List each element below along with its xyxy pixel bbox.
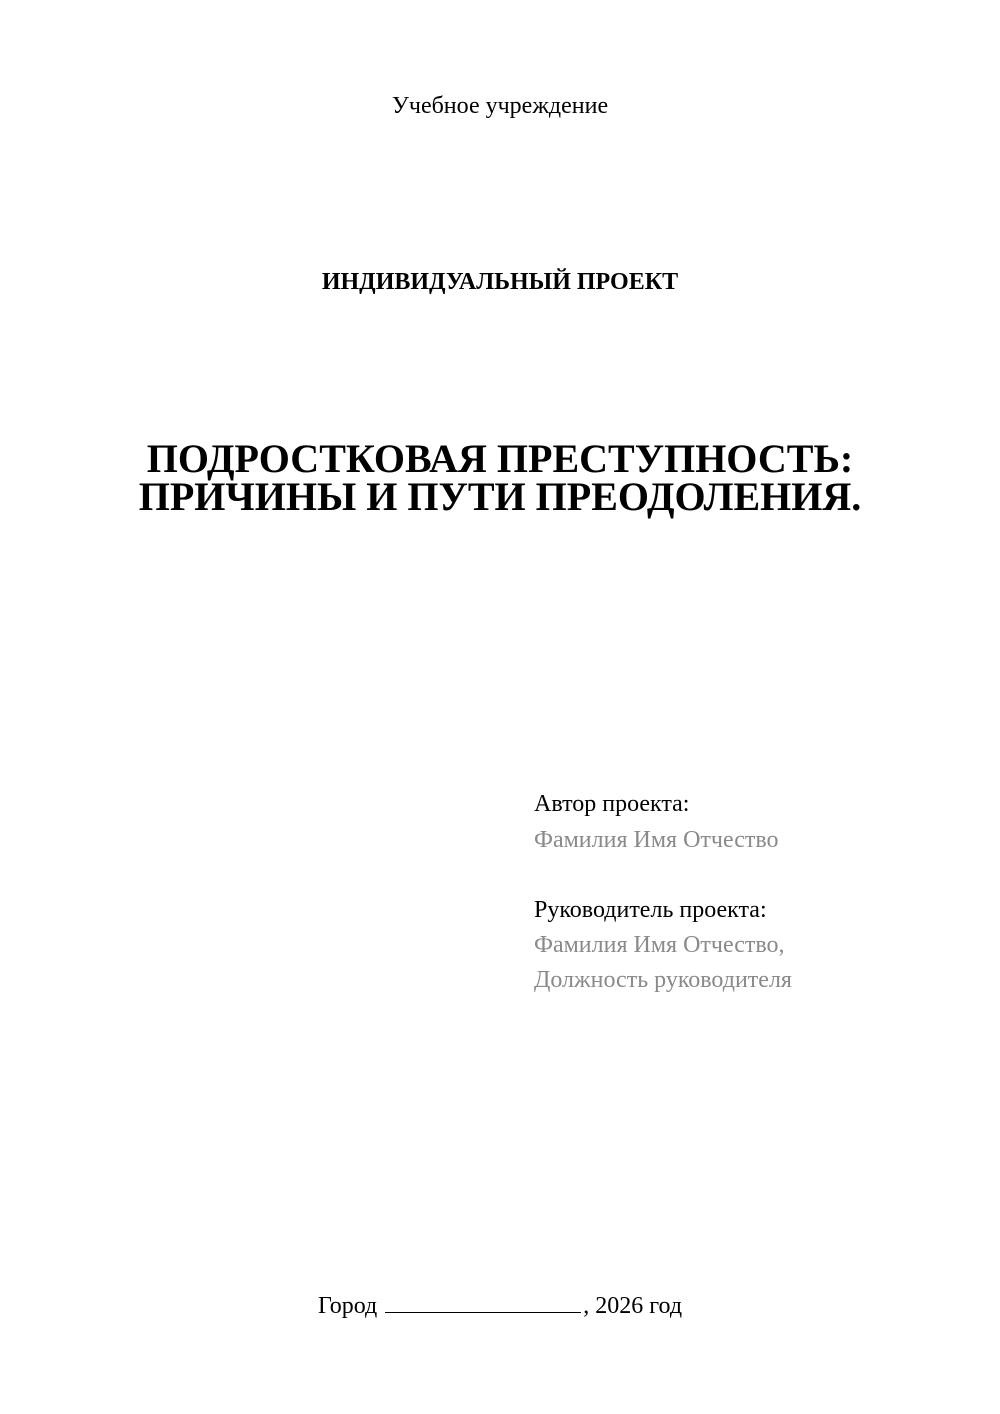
project-title-line-2: ПРИЧИНЫ И ПУТИ ПРЕОДОЛЕНИЯ.	[138, 474, 862, 519]
institution-name: Учебное учреждение	[391, 93, 609, 119]
supervisor-position: Должность руководителя	[534, 967, 792, 993]
project-title	[72, 436, 928, 519]
author-label: Автор проекта:	[534, 791, 690, 817]
project-title-line-1: ПОДРОСТКОВАЯ ПРЕСТУПНОСТЬ:	[146, 436, 854, 481]
supervisor-name: Фамилия Имя Отчество,	[534, 932, 785, 958]
document-type-heading: ИНДИВИДУАЛЬНЫЙ ПРОЕКТ	[321, 269, 679, 295]
city-label: Город	[317, 1293, 378, 1319]
footer-city-year	[72, 1292, 928, 1318]
city-blank-line	[385, 1292, 581, 1313]
year-text: , 2026 год	[583, 1293, 683, 1319]
author-name: Фамилия Имя Отчество	[534, 827, 779, 853]
supervisor-label: Руководитель проекта:	[534, 897, 767, 923]
